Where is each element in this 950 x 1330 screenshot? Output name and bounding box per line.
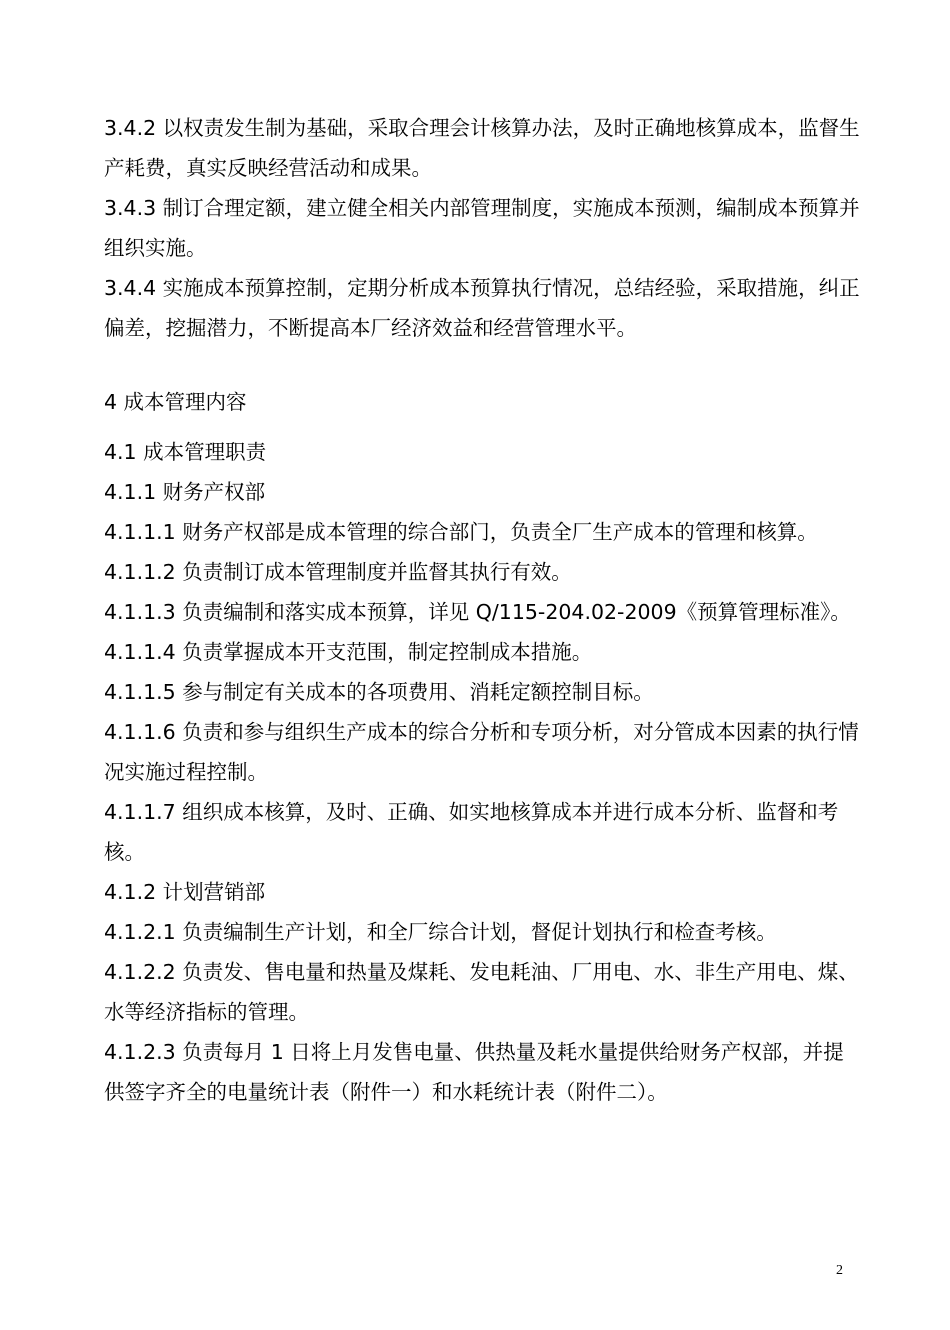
section-4-heading: 4 成本管理内容 [104, 390, 247, 414]
item-4-1-1-1: 4.1.1.1 财务产权部是成本管理的综合部门，负责全厂生产成本的管理和核算。 [104, 520, 818, 544]
item-4-1-2-2: 4.1.2.2 负责发、售电量和热量及煤耗、发电耗油、厂用电、水、非生产用电、煤、水等经济指标的管理。 [104, 960, 859, 1024]
item-4-1-2-3: 4.1.2.3 负责每月 1 日将上月发售电量、供热量及耗水量提供给财务产权部，并提供签字齐全的电量统计表（附件一）和水耗统计表（附件二）。 [104, 1040, 844, 1104]
item-4-1-1-6: 4.1.1.6 负责和参与组织生产成本的综合分析和专项分析，对分管成本因素的执行情况实施过程控制。 [104, 720, 859, 784]
paragraph-3-4-4: 3.4.4 实施成本预算控制，定期分析成本预算执行情况，总结经验，采取措施，纠正偏差，挖掘潜力，不断提高本厂经济效益和经营管理水平。 [104, 276, 860, 340]
section-4-1-heading: 4.1 成本管理职责 [104, 440, 267, 464]
item-4-1-1-5: 4.1.1.5 参与制定有关成本的各项费用、消耗定额控制目标。 [104, 680, 654, 704]
paragraph-3-4-3: 3.4.3 制订合理定额，建立健全相关内部管理制度，实施成本预测，编制成本预算并组织实施。 [104, 196, 860, 260]
section-4-1-2-heading: 4.1.2 计划营销部 [104, 880, 266, 904]
item-4-1-1-2: 4.1.1.2 负责制订成本管理制度并监督其执行有效。 [104, 560, 572, 584]
item-4-1-1-4: 4.1.1.4 负责掌握成本开支范围，制定控制成本措施。 [104, 640, 593, 664]
item-4-1-1-3: 4.1.1.3 负责编制和落实成本预算，详见 Q/115-204.02-2009《预算管理标准》。 [104, 600, 851, 624]
section-4-1-1-heading: 4.1.1 财务产权部 [104, 480, 266, 504]
page-number: 2 [836, 1263, 843, 1278]
item-4-1-2-1: 4.1.2.1 负责编制生产计划，和全厂综合计划，督促计划执行和检查考核。 [104, 920, 777, 944]
document-body [104, 108, 864, 1112]
item-4-1-1-7: 4.1.1.7 组织成本核算，及时、正确、如实地核算成本并进行成本分析、监督和考核。 [104, 800, 839, 864]
paragraph-3-4-2: 3.4.2 以权责发生制为基础，采取合理会计核算办法，及时正确地核算成本，监督生产耗费，真实反映经营活动和成果。 [104, 116, 860, 180]
section-spacer [104, 348, 864, 380]
